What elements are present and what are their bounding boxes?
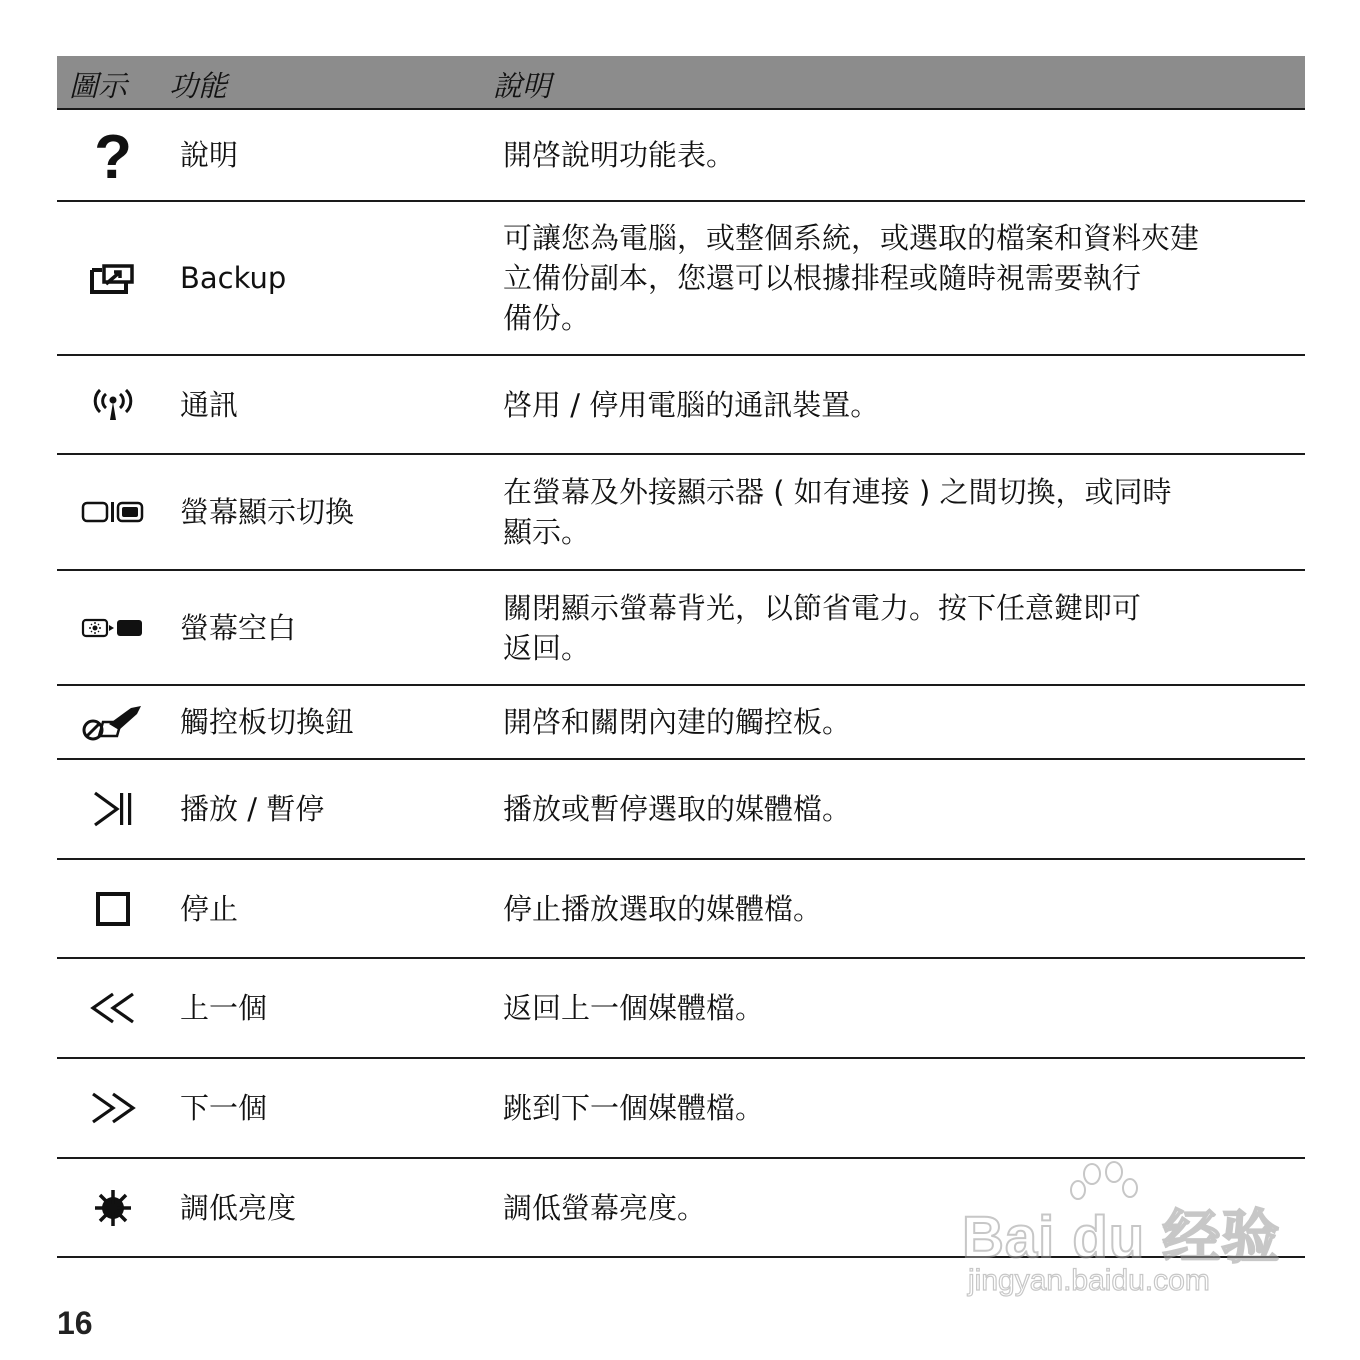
display-switch-icon — [57, 455, 169, 569]
help-icon: ? — [94, 123, 132, 192]
table-row — [57, 455, 1305, 571]
table-header — [57, 56, 1305, 110]
header-icon: 圖示 — [69, 69, 128, 103]
function-label: 螢幕空白 — [180, 610, 297, 645]
wireless-icon — [57, 356, 169, 453]
function-label: 停止 — [180, 891, 239, 926]
header-function: 功能 — [169, 69, 228, 103]
function-label: 下一個 — [180, 1091, 268, 1125]
next-icon — [57, 1059, 169, 1157]
function-label: 說明 — [180, 138, 239, 172]
function-description: 停止播放選取的媒體檔。 — [503, 891, 823, 926]
function-label: Backup — [180, 261, 287, 295]
baidu-watermark — [962, 1160, 1282, 1310]
function-label: 螢幕顯示切換 — [180, 495, 355, 529]
function-description: 開啓和關閉內建的觸控板。 — [503, 705, 852, 739]
stop-icon — [57, 860, 169, 957]
display-off-icon — [57, 571, 169, 684]
table-row — [57, 860, 1305, 959]
previous-icon — [57, 959, 169, 1057]
function-label: 上一個 — [180, 991, 268, 1025]
function-description: 可讓您為電腦，或整個系統，或選取的檔案和資料夾建 立備份副本，您還可以根據排程或隨時視需要執行 備份。 — [503, 221, 1200, 335]
function-description: 在螢幕及外接顯示器 ( 如有連接 ) 之間切換，或同時 顯示。 — [503, 475, 1172, 549]
function-label: 通訊 — [180, 387, 239, 422]
table-row — [57, 686, 1305, 760]
play-pause-icon — [57, 760, 169, 858]
function-description: 調低螢幕亮度。 — [503, 1190, 707, 1225]
function-description: 播放或暫停選取的媒體檔。 — [503, 792, 852, 826]
table-row — [57, 356, 1305, 455]
function-description: 開啓說明功能表。 — [503, 138, 736, 172]
touchpad-toggle-icon — [57, 686, 169, 758]
function-description: 關閉顯示螢幕背光，以節省電力。按下任意鍵即可 返回。 — [503, 590, 1142, 665]
backup-icon — [57, 202, 169, 354]
function-description: 返回上一個媒體檔。 — [503, 991, 765, 1025]
table-row — [57, 959, 1305, 1059]
function-label: 調低亮度 — [180, 1190, 297, 1225]
table-row — [57, 760, 1305, 860]
function-description: 啓用 / 停用電腦的通訊裝置。 — [503, 387, 880, 422]
watermark-brand: Bai du 经验 — [962, 1205, 1281, 1270]
table-row — [57, 110, 1305, 202]
table-row — [57, 1059, 1305, 1159]
function-label: 觸控板切換鈕 — [180, 705, 355, 739]
function-label: 播放 / 暫停 — [180, 792, 325, 826]
table-row — [57, 571, 1305, 686]
function-key-table — [57, 56, 1305, 1258]
watermark-url: jingyan.baidu.com — [968, 1264, 1210, 1297]
page-number: 16 — [57, 1305, 93, 1341]
table-row — [57, 202, 1305, 356]
header-description: 說明 — [493, 69, 552, 103]
brightness-down-icon — [57, 1159, 169, 1256]
function-description: 跳到下一個媒體檔。 — [503, 1091, 765, 1125]
